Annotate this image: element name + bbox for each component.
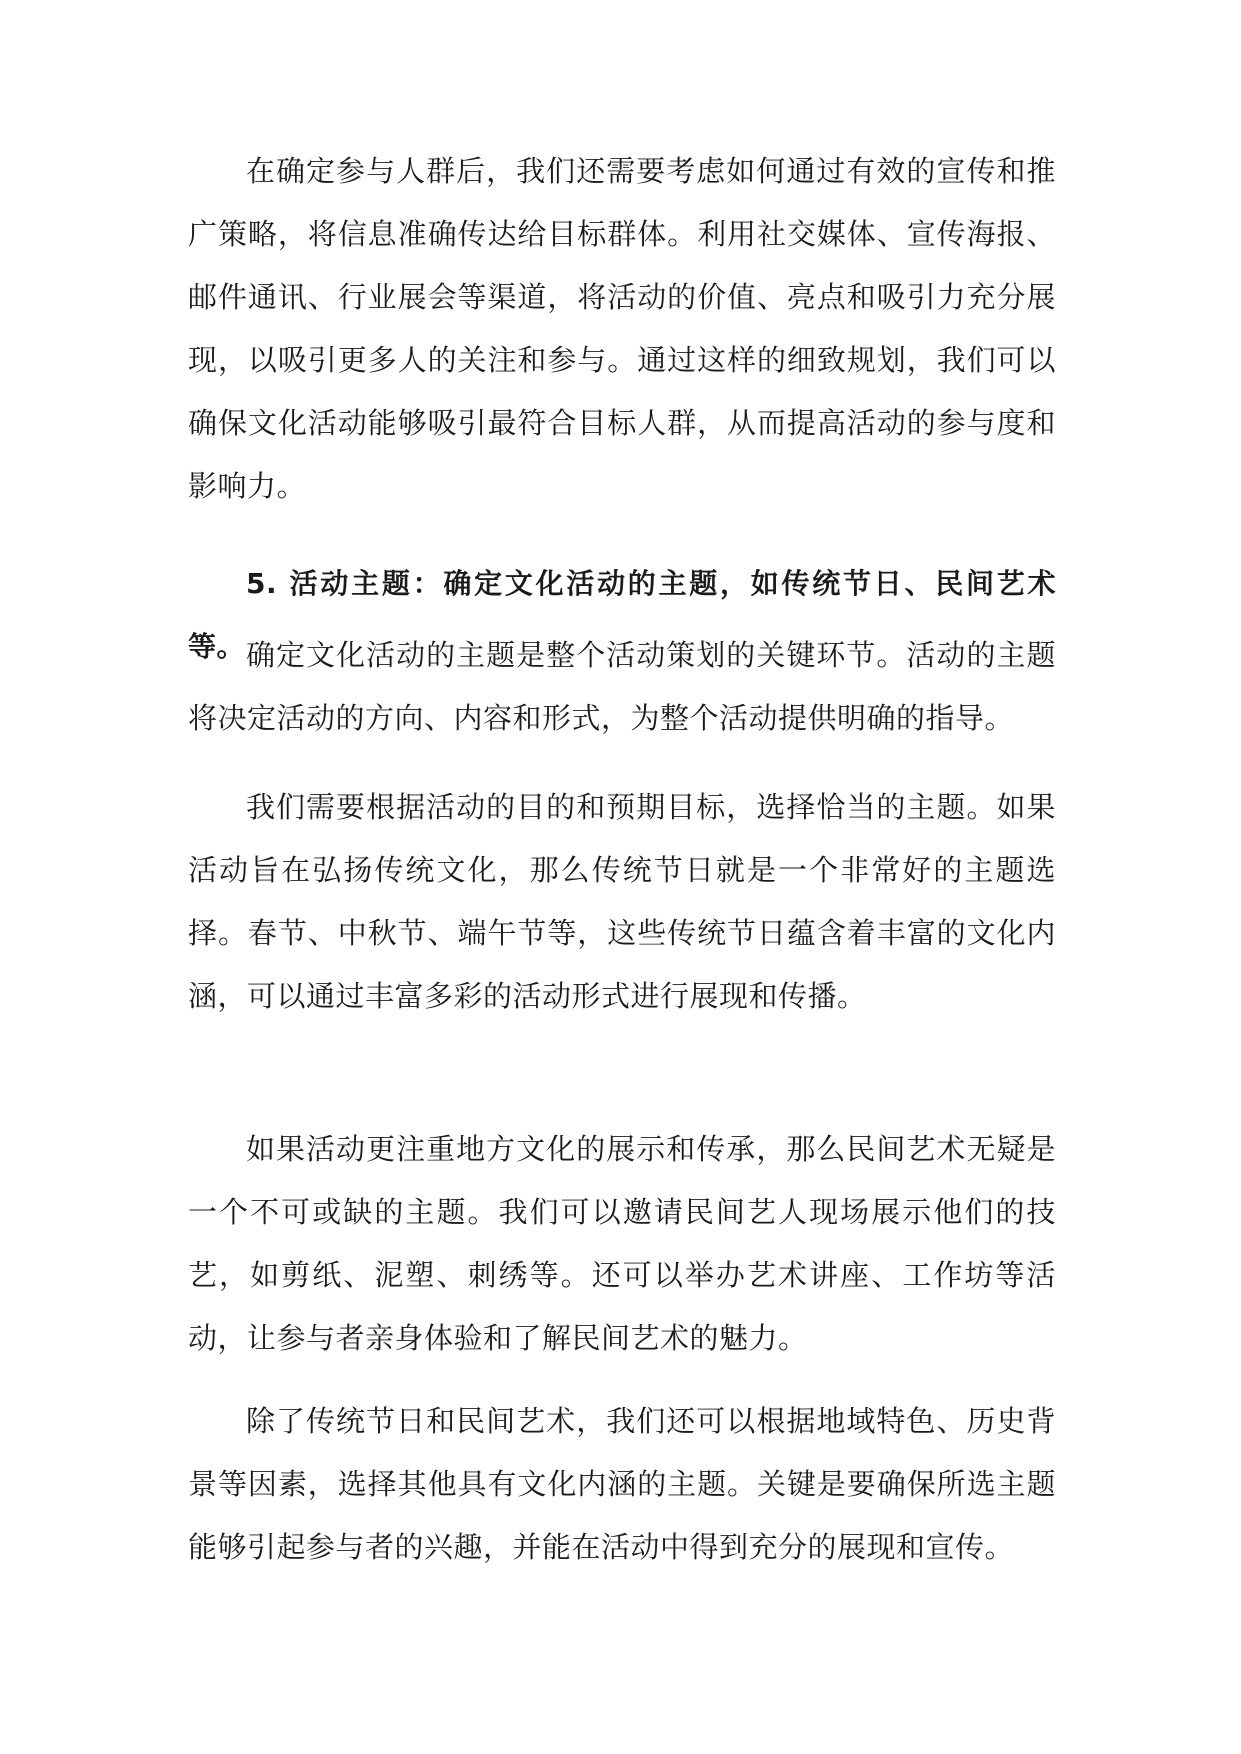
paragraph-folk-art: 如果活动更注重地方文化的展示和传承，那么民间艺术无疑是一个不可或缺的主题。我们可以邀请民间艺人现场展示他们的技艺，如剪纸、泥塑、刺绣等。还可以举办艺术讲座、工作坊等活动，让参与者亲身体验和了解民间艺术的魅力。 <box>188 1132 1056 1355</box>
paragraph-target-audience-promotion: 在确定参与人群后，我们还需要考虑如何通过有效的宣传和推广策略，将信息准确传达给目标群体。利用社交媒体、宣传海报、邮件通讯、行业展会等渠道，将活动的价值、亮点和吸引力充分展现，以吸引更多人的关注和参与。通过这样的细致规划，我们可以确保文化活动能够吸引最符合目标人群，从而提高活动的参与度和影响力。 <box>188 154 1056 503</box>
paragraph-theme-importance: 确定文化活动的主题是整个活动策划的关键环节。活动的主题将决定活动的方向、内容和形式，为整个活动提供明确的指导。 <box>188 638 1056 735</box>
section-heading-activity-theme: 5. 活动主题：确定文化活动的主题，如传统节日、民间艺术等。 <box>188 567 1056 663</box>
paragraph-traditional-festivals: 我们需要根据活动的目的和预期目标，选择恰当的主题。如果活动旨在弘扬传统文化，那么传统节日就是一个非常好的主题选择。春节、中秋节、端午节等，这些传统节日蕴含着丰富的文化内涵，可以通过丰富多彩的活动形式进行展现和传播。 <box>188 790 1056 1013</box>
paragraph-other-themes: 除了传统节日和民间艺术，我们还可以根据地域特色、历史背景等因素，选择其他具有文化内涵的主题。关键是要确保所选主题能够引起参与者的兴趣，并能在活动中得到充分的展现和宣传。 <box>188 1404 1056 1564</box>
